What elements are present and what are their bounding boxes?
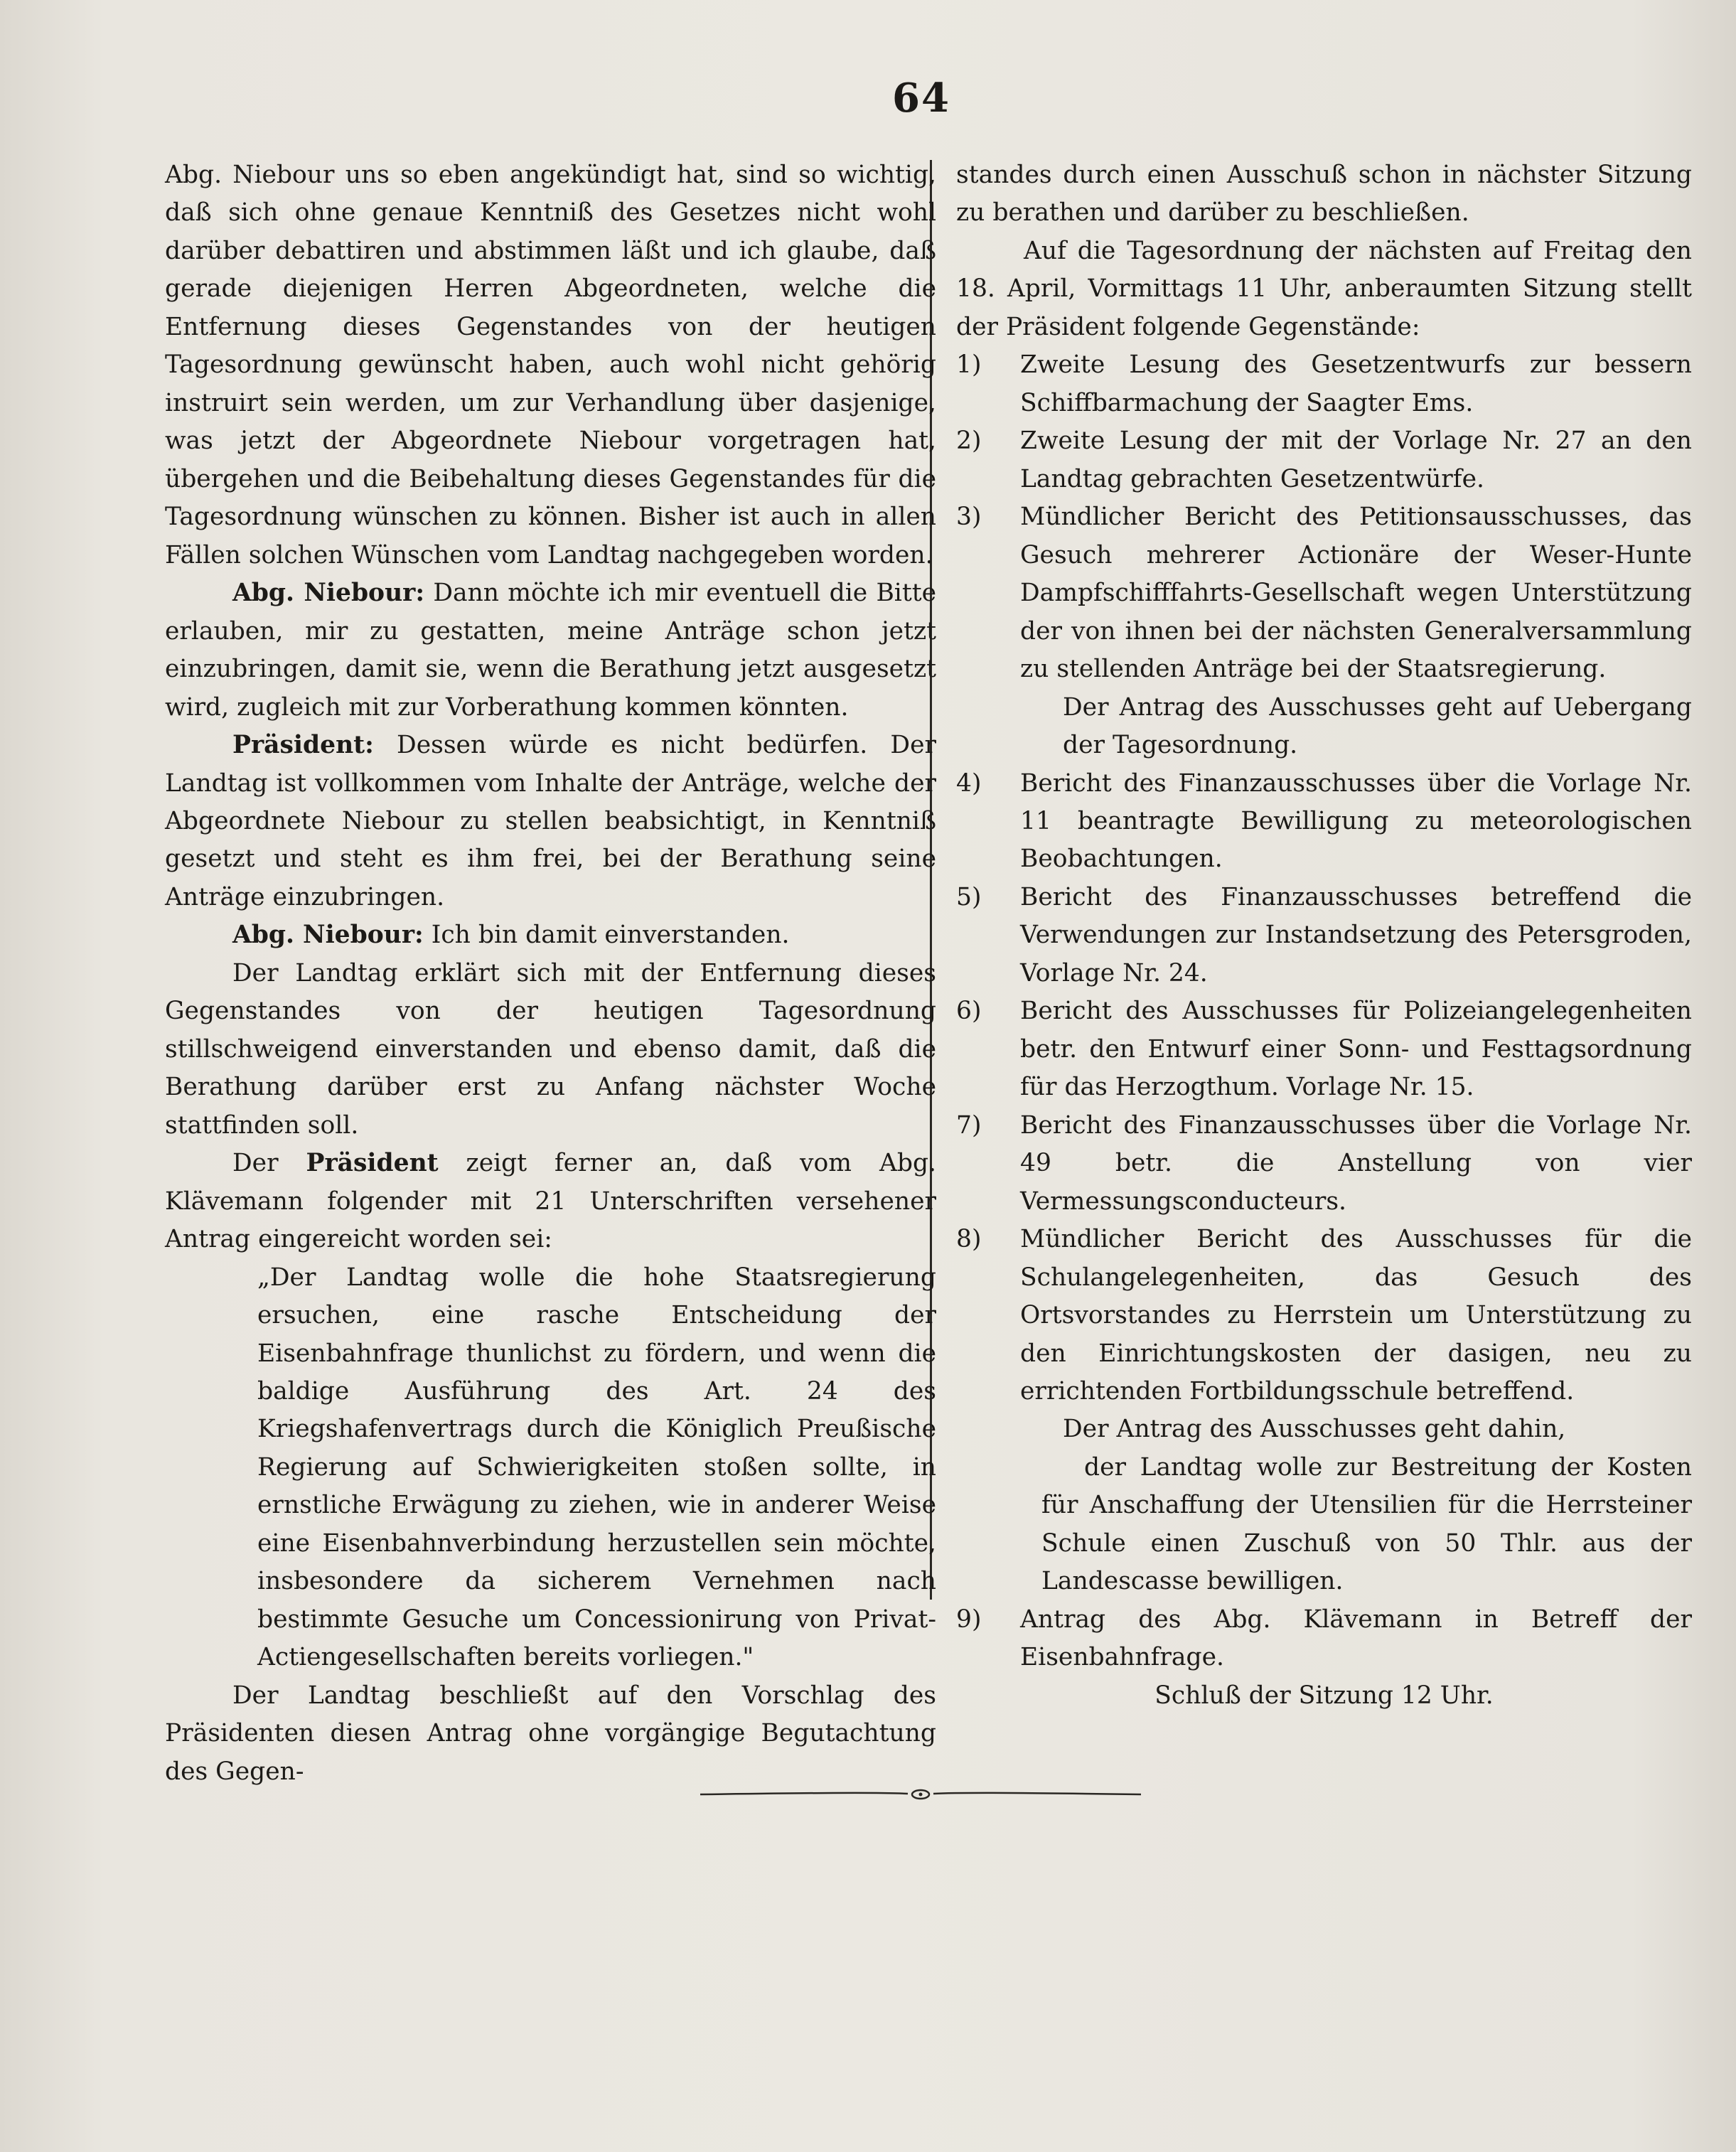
agenda-note: Der Antrag des Ausschusses geht auf Uebergang der Tagesordnung. [1063, 692, 1692, 760]
agenda-number: 5) [956, 882, 982, 911]
speech-text: Dessen würde es nicht bedürfen. Der Landtag ist vollkommen vom Inhalte der Anträge, welche der Abgeordnete Niebour zu stellen beabsichtigt, in Kenntniß gesetzt und steht es ihm frei, bei der Berathung seine Anträge einzubringen. [165, 731, 936, 911]
ornament-divider [700, 1786, 1141, 1803]
agenda-item [956, 992, 1692, 1106]
agenda-item [956, 879, 1692, 992]
left-column [165, 156, 936, 1791]
speech-text: Ich bin damit einverstanden. [423, 921, 790, 950]
agenda-text: Bericht des Finanzausschusses über die Vorlage Nr. 11 beantragte Bewilligung zu meteorologischen Beobachtungen. [1020, 769, 1692, 874]
closing-line: Schluß der Sitzung 12 Uhr. [1154, 1681, 1494, 1710]
agenda-number: 4) [956, 769, 982, 798]
paragraph: Der Landtag beschließt auf den Vorschlag des Präsidenten diesen Antrag ohne vorgängige Begutachtung des Gegen- [165, 1681, 936, 1786]
paragraph: Der Landtag erklärt sich mit der Entfernung dieses Gegenstandes von der heutigen Tagesordnung stillschweigend einverstanden und ebenso damit, daß die Berathung darüber erst zu Anfang nächster Woche stattfinden soll. [165, 958, 936, 1140]
agenda-text: Bericht des Ausschusses für Polizeiangelegenheiten betr. den Entwurf einer Sonn- und Festtagsordnung für das Herzogthum. Vorlage Nr. 15. [1020, 997, 1692, 1102]
agenda-number: 3) [956, 503, 982, 532]
agenda-number: 2) [956, 427, 982, 456]
paragraph [165, 1145, 936, 1258]
agenda-number: 1) [956, 350, 982, 380]
paragraph [165, 916, 936, 954]
motion-quote: „Der Landtag wolle die hohe Staatsregierung ersuchen, eine rasche Entscheidung der Eisenbahnfrage thunlichst zu fördern, und wenn die baldige Ausführung des Art. 24 des Kriegshafenvertrags durch die Königlich Preußische Regierung auf Schwierigkeiten stoßen sollte, in ernstliche Erwägung zu ziehen, wie in anderer Weise eine Eisenbahnverbindung herzustellen sein möchte, insbesondere da sicherem Vernehmen nach bestimmte Gesuche um Concessionirung von Privat-Actiengesellschaften bereits vorliegen." [257, 1263, 936, 1672]
agenda-item [956, 1107, 1692, 1221]
agenda-number: 6) [956, 997, 982, 1026]
agenda-text: Zweite Lesung des Gesetzentwurfs zur bessern Schiffbarmachung der Saagter Ems. [1020, 350, 1692, 417]
agenda-text: Mündlicher Bericht des Petitionsausschusses, das Gesuch mehrerer Actionäre der Weser-Hunte Dampfschifffahrts-Gesellschaft wegen Unterstützung der von ihnen bei der nächsten Generalversammlung zu stellenden Anträge bei der Staatsregierung. [1020, 503, 1692, 684]
speech-text: Dann möchte ich mir eventuell die Bitte erlauben, mir zu gestatten, meine Anträge schon jetzt einzubringen, damit sie, wenn die Berathung jetzt ausgesetzt wird, zugleich mit zur Vorberathung kommen könnten. [165, 579, 936, 722]
page-number: 64 [892, 75, 950, 122]
speaker: Präsident: [232, 731, 374, 760]
text-run: Der [232, 1149, 306, 1178]
agenda-number: 7) [956, 1110, 982, 1140]
paragraph: Auf die Tagesordnung der nächsten auf Freitag den 18. April, Vormittags 11 Uhr, anberaumten Sitzung stellt der Präsident folgende Gegenstände: [956, 236, 1692, 341]
agenda-item [956, 1601, 1692, 1677]
agenda-note: Der Antrag des Ausschusses geht dahin, [1063, 1415, 1566, 1444]
agenda-text: Mündlicher Bericht des Ausschusses für die Schulangelegenheiten, das Gesuch des Ortsvorstandes zu Herrstein um Unterstützung zu den Einrichtungskosten der dasigen, neu zu errichtenden Fortbildungsschule betreffend. [1020, 1225, 1692, 1406]
agenda-item [956, 1221, 1692, 1410]
agenda-note: der Landtag wolle zur Bestreitung der Kosten für Anschaffung der Utensilien für die Herrsteiner Schule einen Zuschuß von 50 Thlr. aus der Landescasse bewilligen. [1041, 1452, 1692, 1596]
paragraph [165, 574, 936, 727]
agenda-item [956, 422, 1692, 498]
agenda-number: 8) [956, 1225, 982, 1254]
agenda-text: Zweite Lesung der mit der Vorlage Nr. 27 an den Landtag gebrachten Gesetzentwürfe. [1020, 427, 1692, 493]
paragraph: Abg. Niebour uns so eben angekündigt hat, sind so wichtig, daß sich ohne genaue Kenntniß des Gesetzes nicht wohl darüber debattiren und abstimmen läßt und ich glaube, daß gerade diejenigen Herren Abgeordneten, welche die Entfernung dieses Gegenstandes von der heutigen Tagesordnung gewünscht haben, auch wohl nicht gehörig instruirt sein werden, um zur Verhandlung über dasjenige, was jetzt der Abgeordnete Niebour vorgetragen hat, übergehen und die Beibehaltung dieses Gegenstandes für die Tagesordnung wünschen zu können. Bisher ist auch in allen Fällen solchen Wünschen vom Landtag nachgegeben worden. [165, 161, 936, 569]
right-column [956, 156, 1692, 1715]
paragraph: standes durch einen Ausschuß schon in nächster Sitzung zu berathen und darüber zu beschließen. [956, 161, 1692, 227]
agenda-item [956, 346, 1692, 422]
text-run: zeigt ferner an, daß vom Abg. Klävemann folgender mit 21 Unterschriften versehener Antrag eingereicht worden sei: [165, 1149, 936, 1254]
agenda-text: Antrag des Abg. Klävemann in Betreff der Eisenbahnfrage. [1020, 1605, 1692, 1672]
agenda-number: 9) [956, 1605, 982, 1634]
paragraph [165, 727, 936, 916]
agenda-text: Bericht des Finanzausschusses über die Vorlage Nr. 49 betr. die Anstellung von vier Vermessungsconducteurs. [1020, 1110, 1692, 1216]
agenda-item [956, 765, 1692, 879]
speaker: Präsident [306, 1149, 439, 1178]
speaker: Abg. Niebour: [232, 579, 425, 608]
speaker: Abg. Niebour: [232, 921, 424, 950]
agenda-text: Bericht des Finanzausschusses betreffend die Verwendungen zur Instandsetzung des Petersgroden, Vorlage Nr. 24. [1020, 882, 1692, 987]
agenda-item [956, 498, 1692, 688]
